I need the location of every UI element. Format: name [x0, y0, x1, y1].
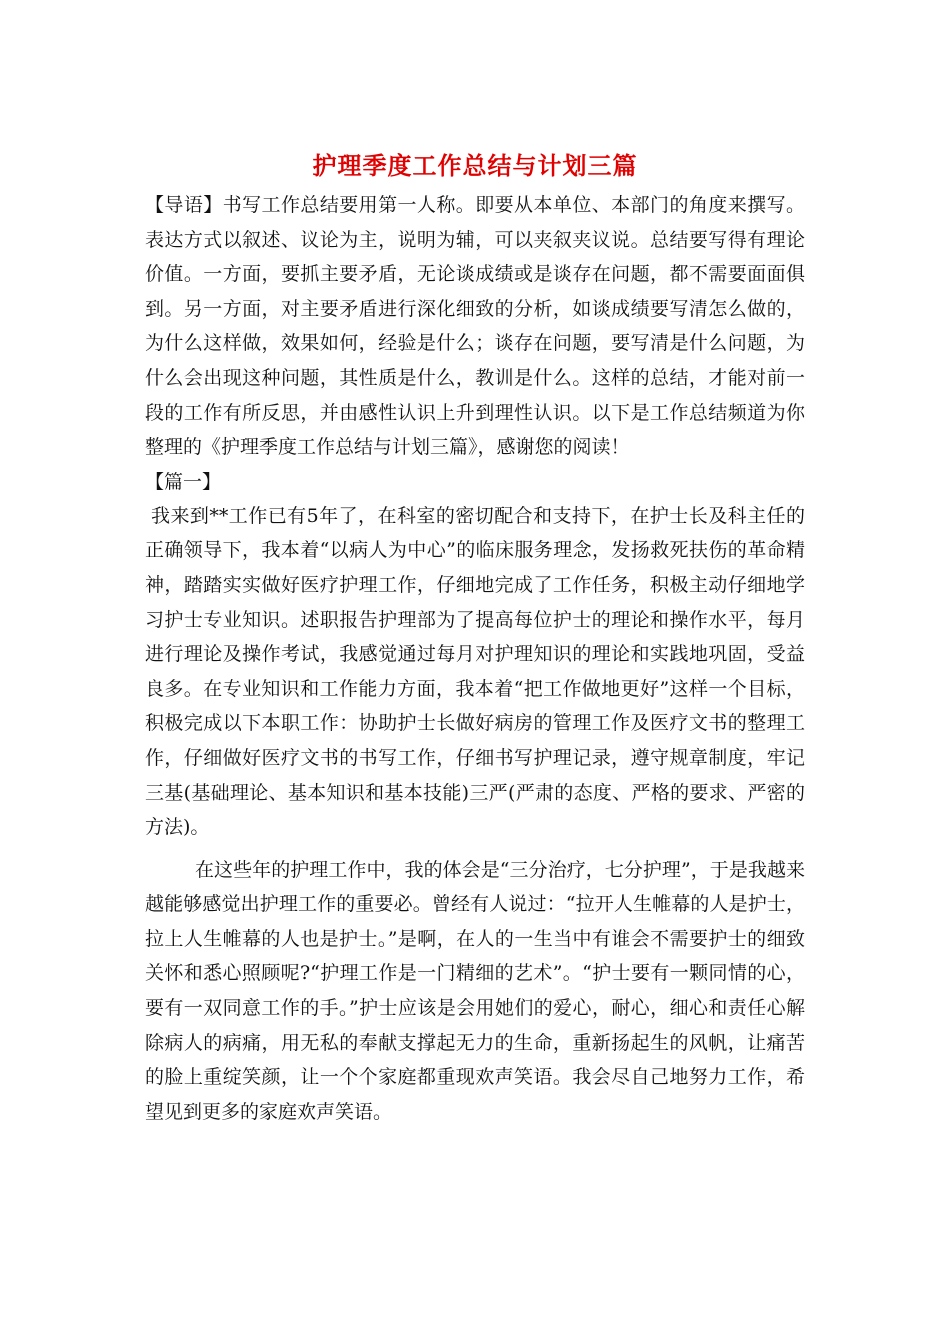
- intro-paragraph: 【导语】书写工作总结要用第一人称。即要从本单位、本部门的角度来撰写。表达方式以叙述、议论为主，说明为辅，可以夹叙夹议说。总结要写得有理论价值。一方面，要抓主要矛盾，无论谈成绩或是谈存在问题，都不需要面面俱到。另一方面，对主要矛盾进行深化细致的分析，如谈成绩要写清怎么做的，为什么这样做，效果如何，经验是什么；谈存在问题，要写清是什么问题，为什么会出现这种问题，其性质是什么，教训是什么。这样的总结，才能对前一段的工作有所反思，并由感性认识上升到理性认识。以下是工作总结频道为你整理的《护理季度工作总结与计划三篇》，感谢您的阅读！: [145, 194, 805, 459]
- body-paragraph-1: 我来到**工作已有5年了，在科室的密切配合和支持下，在护士长及科主任的正确领导下，我本着“以病人为中心”的临床服务理念，发扬救死扶伤的革命精神，踏踏实实做好医疗护理工作，仔细地完成了工作任务，积极主动仔细地学习护士专业知识。述职报告护理部为了提高每位护士的理论和操作水平，每月进行理论及操作考试，我感觉通过每月对护理知识的理论和实践地巩固，受益良多。在专业知识和工作能力方面，我本着“把工作做地更好”这样一个目标，积极完成以下本职工作：协助护士长做好病房的管理工作及医疗文书的整理工作，仔细做好医疗文书的书写工作，仔细书写护理记录，遵守规章制度，牢记三基(基础理论、基本知识和基本技能)三严(严肃的态度、严格的要求、严密的方法)。: [145, 504, 805, 839]
- document-page: [145, 148, 805, 1129]
- document-title: 护理季度工作总结与计划三篇: [312, 151, 638, 180]
- section-label-part-one: 【篇一】: [145, 470, 222, 493]
- body-paragraph-2: 在这些年的护理工作中，我的体会是“三分治疗，七分护理”，于是我越来越能够感觉出护理工作的重要必。曾经有人说过：“拉开人生帷幕的人是护士，拉上人生帷幕的人也是护士。”是啊，在人的一生当中有谁会不需要护士的细致关怀和悉心照顾呢?“护理工作是一门精细的艺术”。“护士要有一颗同情的心，要有一双同意工作的手。”护士应该是会用她们的爱心，耐心，细心和责任心解除病人的病痛，用无私的奉献支撑起无力的生命，重新扬起生的风帆，让痛苦的脸上重绽笑颜，让一个个家庭都重现欢声笑语。我会尽自己地努力工作，希望见到更多的家庭欢声笑语。: [145, 858, 805, 1123]
